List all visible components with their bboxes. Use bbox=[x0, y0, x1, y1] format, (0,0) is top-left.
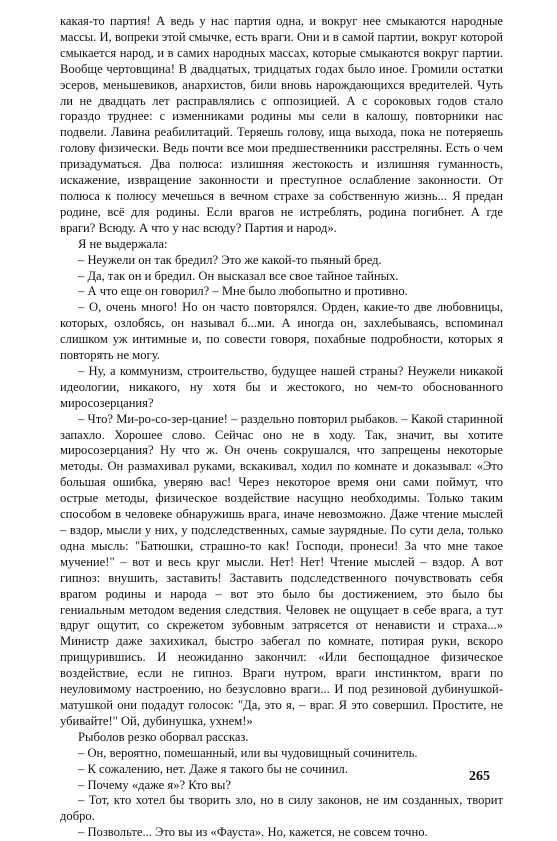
paragraph: – Неужели он так бредил? Это же какой-то пьяный бред. bbox=[78, 252, 382, 267]
paragraph: – Почему «даже я»? Кто вы? bbox=[78, 777, 231, 792]
paragraph: – К сожалению, нет. Даже я такого бы не сочинил. bbox=[78, 761, 348, 776]
text-column bbox=[60, 14, 503, 841]
paragraph: – Позвольте... Это вы из «Фауста». Но, кажется, не совсем точно. bbox=[78, 825, 428, 840]
paragraph: какая-то партия! А ведь у нас партия одна, и вокруг нее смыкаются народные массы. И, вопреки этой смычке, есть враги. Они и в самой партии, вокруг которой смыкается народ, и в самих народных массах, которые смыкаются вокруг партии. Вообще чертовщина! В двадцатых, тридцатых годах было иное. Громили остатки эсеров, меньшевиков, анархистов, били вновь нарождающихся вредителей. Чуть ли не двадцать лет расправлялись с оппозицией. А с сороковых годов стало гораздо труднее: с изменниками родины мы сели в калошу, повторники нас подвели. Лавина реабилитаций. Теряешь голову, ища выхода, пока не потеряешь голову физически. Ведь почти все мои предшественники расстреляны. Есть о чем призадуматься. Два полюса: излишняя жестокость и излишняя гуманность, искажение, извращение законности и преступное ослабление законности. От полюса к полюсу мечешься в вечном страхе за собственную жизнь... Я предан родине, всё для родины. Если врагов не истреблять, родина погибнет. А где враги? Всюду. А что у нас всюду? Партия и народ». bbox=[60, 14, 503, 235]
paragraph: – Тот, кто хотел бы творить зло, но в силу законов, не им созданных, творит добро. bbox=[60, 793, 503, 824]
paragraph: – Он, вероятно, помешанный, или вы чудовищный сочинитель. bbox=[78, 745, 418, 760]
paragraph: Я не выдержала: bbox=[78, 236, 168, 251]
paragraph: – Что? Ми-ро-со-зер-цание! – раздельно повторил рыбаков. – Какой старинной запахло. Хорошее слово. Сейчас оно не в ходу. Так, значит, вы хотите миросозерцания? Ну что ж. Он очень сокрушался, что запрещены некоторые методы. Он размахивал руками, вскакивал, ходил по комнате и доказывал: «Это большая ошибка, уверяю вас! Через некоторое время они сами поймут, что острые методы, физическое воздействие насущно необходимы. Только таким способом в человеке обнаружишь врага, иначе невозможно. Даже чтение мыслей – вздор, мысли у них, у подследственных, самые заурядные. По сути дела, только одна мысль: "Батюшки, страшно-то как! Господи, пронеси! За что мне такое мучение!" – вот и весь круг мысли. Нет! Нет! Чтение мыслей – вздор. А вот гипноз: внушить, заставить! Заставить подследственного почувствовать себя врагом родины и народа – вот это было бы достижением, это было бы гениальным методом ведения следствия. Человек не ощущает в себе врага, а тут вдруг ощутит, со скрежетом зубовным затрясется от ненависти и страха...» Министр даже захихикал, быстро забегал по комнате, потирая руки, вскоро прищурившись. И неожиданно закончил: «Или беспощадное физическое воздействие, если не гипноз. Враги нутром, враги инстинктом, враги по неуловимому настроению, но безусловно враги... И под резиновой дубинушкой-матушкой они подадут голосок: "Да, это я, – враг. Я это совершил. Простите, не убивайте!" Ой, дубинушка, ухнем!» bbox=[60, 411, 503, 728]
paragraph: Рыболов резко оборвал рассказ. bbox=[78, 729, 249, 744]
paragraph: – А что еще он говорил? – Мне было любопытно и противно. bbox=[78, 284, 408, 299]
paragraph: – Да, так он и бредил. Он высказал все свое тайное тайных. bbox=[78, 268, 399, 283]
paragraph: – О, очень много! Но он часто повторялся. Орден, какие-то две любовницы, которых, озлобясь, он называл б...ми. А иногда он, захлебываясь, вспоминал слишком уж интимные и, по совести говоря, похабные подробности, которых я повторять не могу. bbox=[60, 300, 503, 363]
page-number: 265 bbox=[469, 769, 490, 784]
paragraph: – Ну, а коммунизм, строительство, будущее нашей страны? Неужели никакой идеологии, никакого, ну хотя бы и жестокого, но чем-то обоснованного миросозерцания? bbox=[60, 363, 503, 410]
